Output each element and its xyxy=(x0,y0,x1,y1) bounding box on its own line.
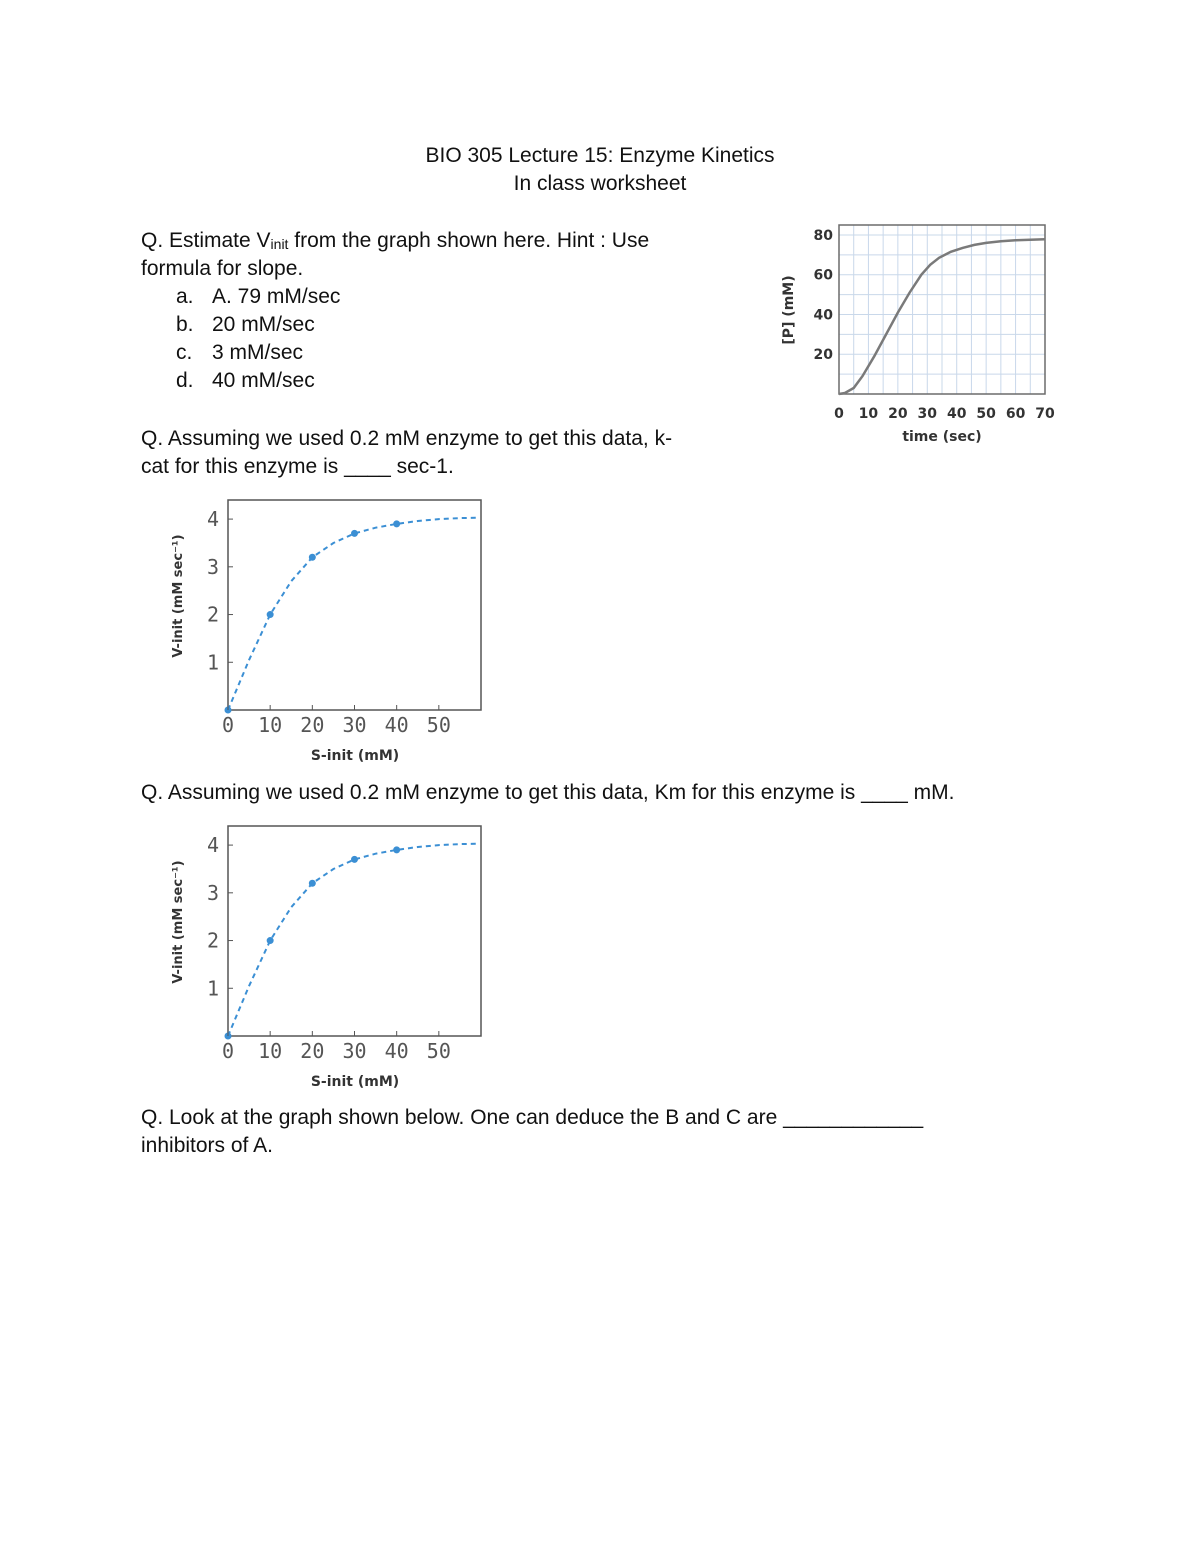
data-point xyxy=(351,530,358,537)
option-letter: b. xyxy=(176,313,194,336)
y-tick-label: 1 xyxy=(206,650,219,675)
data-point xyxy=(267,611,274,618)
question-1 xyxy=(141,227,649,258)
question-1-line2: formula for slope. xyxy=(141,257,304,280)
data-point xyxy=(309,554,316,561)
x-tick-label: 20 xyxy=(300,713,325,737)
x-tick-label: 10 xyxy=(858,406,879,422)
question-1-subscript: init xyxy=(270,236,289,252)
option-letter: c. xyxy=(176,341,193,364)
x-tick-label: 0 xyxy=(221,713,235,737)
question-4: Q. Look at the graph shown below. One can deduce the B and C are ____________ xyxy=(141,1106,924,1129)
data-point xyxy=(309,880,316,887)
x-tick-label: 20 xyxy=(300,1039,325,1063)
data-point xyxy=(267,937,274,944)
y-tick-label: 4 xyxy=(206,507,219,532)
y-tick-label: 3 xyxy=(206,554,219,579)
option-a xyxy=(176,283,476,311)
option-text: 40 mM/sec xyxy=(212,369,315,392)
option-b xyxy=(176,311,476,339)
y-axis-label: V-init (mM sec⁻¹) xyxy=(171,860,186,984)
x-tick-label: 30 xyxy=(342,1039,367,1063)
michaelis-menten-chart-2 xyxy=(165,818,495,1098)
x-tick-label: 40 xyxy=(384,1039,409,1063)
option-c xyxy=(176,339,476,367)
y-tick-label: 20 xyxy=(813,347,833,364)
y-tick-label: 40 xyxy=(813,307,833,324)
data-point xyxy=(393,846,400,853)
michaelis-menten-chart-1 xyxy=(165,492,495,772)
x-tick-label: 10 xyxy=(258,1039,283,1063)
x-axis-label: time (sec) xyxy=(902,429,982,445)
x-tick-label: 10 xyxy=(258,713,283,737)
x-tick-label: 0 xyxy=(834,406,844,422)
y-tick-label: 60 xyxy=(813,267,833,284)
x-tick-label: 20 xyxy=(888,406,908,422)
y-tick-label: 2 xyxy=(206,602,219,627)
x-tick-label: 50 xyxy=(426,713,451,737)
y-tick-label: 4 xyxy=(206,833,219,858)
option-d xyxy=(176,367,476,395)
question-1-text: from the graph shown here. Hint : Use xyxy=(288,229,650,252)
page-subtitle: In class worksheet xyxy=(513,172,687,195)
question-2-line2: cat for this enzyme is ____ sec-1. xyxy=(141,455,454,478)
x-tick-label: 40 xyxy=(384,713,409,737)
x-tick-label: 30 xyxy=(342,713,367,737)
question-1-prefix: Q. Estimate V xyxy=(141,229,271,252)
option-letter: a. xyxy=(176,285,194,308)
y-tick-label: 3 xyxy=(206,880,219,905)
x-axis-label: S-init (mM) xyxy=(310,748,400,764)
fit-curve xyxy=(228,844,477,1036)
x-tick-label: 70 xyxy=(1035,406,1055,422)
product-time-chart xyxy=(770,215,1070,455)
fit-curve xyxy=(228,518,477,710)
question-4-line2: inhibitors of A. xyxy=(141,1134,273,1157)
option-text: 3 mM/sec xyxy=(212,341,304,364)
question-3: Q. Assuming we used 0.2 mM enzyme to get this data, Km for this enzyme is ____ mM. xyxy=(141,781,955,804)
option-text: 20 mM/sec xyxy=(212,313,315,336)
option-text: A. 79 mM/sec xyxy=(212,285,341,308)
x-tick-label: 40 xyxy=(946,406,967,422)
x-axis-label: S-init (mM) xyxy=(310,1074,400,1090)
data-point xyxy=(351,856,358,863)
y-tick-label: 2 xyxy=(206,928,219,953)
option-letter: d. xyxy=(176,369,194,392)
x-tick-label: 50 xyxy=(426,1039,451,1063)
question-2: Q. Assuming we used 0.2 mM enzyme to get this data, k- xyxy=(141,427,673,450)
x-tick-label: 50 xyxy=(976,406,996,422)
y-axis-label: [P] (mM) xyxy=(781,275,797,345)
data-point xyxy=(393,520,400,527)
x-tick-label: 60 xyxy=(1005,406,1026,422)
x-tick-label: 0 xyxy=(221,1039,235,1063)
page-title: BIO 305 Lecture 15: Enzyme Kinetics xyxy=(425,144,775,167)
y-axis-label: V-init (mM sec⁻¹) xyxy=(171,534,186,658)
y-tick-label: 1 xyxy=(206,976,219,1001)
y-tick-label: 80 xyxy=(813,227,833,244)
x-tick-label: 30 xyxy=(917,406,938,422)
